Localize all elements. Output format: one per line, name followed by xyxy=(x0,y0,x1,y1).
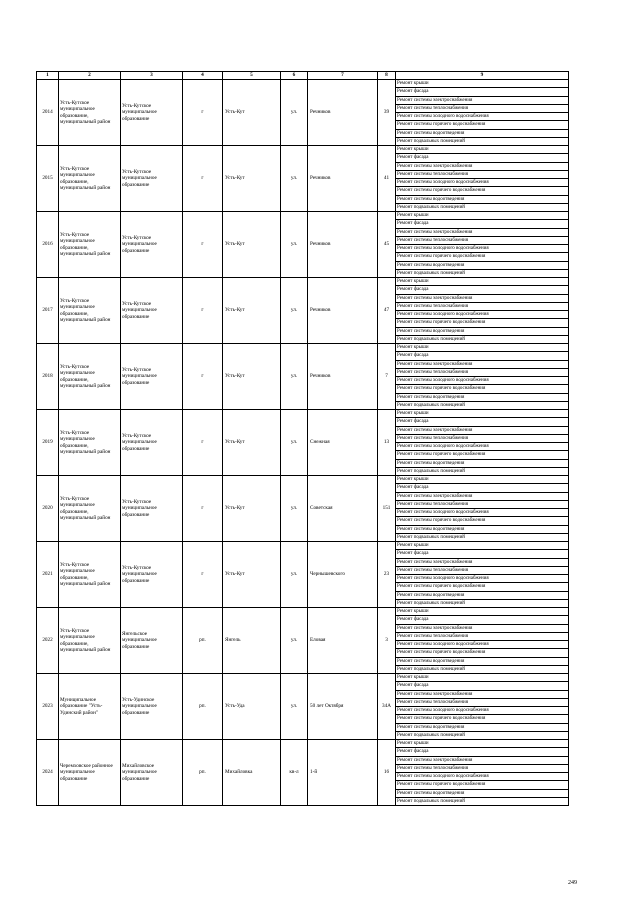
locality-name-cell: Янгель xyxy=(223,608,281,674)
work-item: Ремонт системы горячего водоснабжения xyxy=(396,451,568,459)
municipality-cell: Усть-Кутское муниципальное образование, муниципальный район xyxy=(59,476,121,542)
locality-name-cell: Михайловка xyxy=(223,740,281,806)
street-type-cell: ул. xyxy=(281,410,308,476)
work-item: Ремонт крыши xyxy=(396,542,568,550)
work-item: Ремонт системы горячего водоснабжения xyxy=(396,385,568,393)
street-name-cell: Речников xyxy=(308,212,378,278)
work-item: Ремонт системы теплоснабжения xyxy=(396,369,568,377)
work-item: Ремонт системы холодного водоснабжения xyxy=(396,443,568,451)
street-name-cell: Еловая xyxy=(308,608,378,674)
work-item: Ремонт фасада xyxy=(396,550,568,558)
work-item: Ремонт крыши xyxy=(396,80,568,88)
municipality-cell: Черемховское районное муниципальное образование xyxy=(59,740,121,806)
work-item: Ремонт системы холодного водоснабжения xyxy=(396,179,568,187)
house-number-cell: 47 xyxy=(378,278,396,344)
table-row xyxy=(37,278,569,344)
work-item: Ремонт крыши xyxy=(396,344,568,352)
work-item: Ремонт фасада xyxy=(396,682,568,690)
locality-type-cell: г xyxy=(183,278,223,344)
municipality-cell: Усть-Кутское муниципальное образование, муниципальный район xyxy=(59,410,121,476)
house-number-cell: 16 xyxy=(378,740,396,806)
work-item: Ремонт системы горячего водоснабжения xyxy=(396,781,568,789)
work-item: Ремонт системы теплоснабжения xyxy=(396,105,568,113)
work-item: Ремонт системы водоотведения xyxy=(396,328,568,336)
work-item: Ремонт системы горячего водоснабжения xyxy=(396,319,568,327)
header-cell: 3 xyxy=(121,72,183,80)
settlement-cell: Усть-Кутское муниципальное образование xyxy=(121,80,183,146)
work-item: Ремонт фасада xyxy=(396,748,568,756)
works-cell xyxy=(396,740,569,806)
work-item: Ремонт системы холодного водоснабжения xyxy=(396,311,568,319)
locality-name-cell: Усть-Кут xyxy=(223,344,281,410)
work-item: Ремонт системы холодного водоснабжения xyxy=(396,641,568,649)
work-item: Ремонт подвальных помещений xyxy=(397,402,465,408)
street-name-cell: Снежная xyxy=(308,410,378,476)
header-cell: 8 xyxy=(378,72,396,80)
work-item: Ремонт системы теплоснабжения xyxy=(396,633,568,641)
work-item: Ремонт системы электроснабжения xyxy=(396,493,568,501)
settlement-cell: Усть-Кутское муниципальное образование xyxy=(121,212,183,278)
street-type-cell: ул. xyxy=(281,80,308,146)
work-item: Ремонт системы холодного водоснабжения xyxy=(396,245,568,253)
locality-type-cell: г xyxy=(183,212,223,278)
work-item: Ремонт подвальных помещений xyxy=(397,732,465,738)
row-number: 2019 xyxy=(37,410,59,476)
municipality-cell: Муниципальное образование "Усть-Удинский район" xyxy=(59,674,121,740)
table-row xyxy=(37,674,569,740)
locality-name-cell: Усть-Кут xyxy=(223,80,281,146)
works-cell xyxy=(396,80,569,146)
work-item: Ремонт крыши xyxy=(396,146,568,154)
house-number-cell: 3 xyxy=(378,608,396,674)
table-row xyxy=(37,608,569,674)
municipality-cell: Усть-Кутское муниципальное образование, муниципальный район xyxy=(59,212,121,278)
work-item: Ремонт системы водоотведения xyxy=(396,526,568,534)
work-item: Ремонт системы водоотведения xyxy=(396,196,568,204)
work-item: Ремонт подвальных помещений xyxy=(397,666,465,672)
work-item: Ремонт системы холодного водоснабжения xyxy=(396,113,568,121)
work-item: Ремонт системы электроснабжения xyxy=(396,97,568,105)
works-cell xyxy=(396,674,569,740)
work-item: Ремонт системы теплоснабжения xyxy=(396,501,568,509)
street-type-cell: ул. xyxy=(281,542,308,608)
work-item: Ремонт системы горячего водоснабжения xyxy=(396,253,568,261)
work-item: Ремонт фасада xyxy=(396,616,568,624)
work-item: Ремонт системы теплоснабжения xyxy=(396,435,568,443)
work-item: Ремонт фасада xyxy=(396,352,568,360)
street-type-cell: ул. xyxy=(281,278,308,344)
locality-name-cell: Усть-Кут xyxy=(223,410,281,476)
row-number: 2016 xyxy=(37,212,59,278)
table-row xyxy=(37,740,569,806)
work-item: Ремонт системы горячего водоснабжения xyxy=(396,649,568,657)
table-header xyxy=(37,72,569,80)
municipality-cell: Усть-Кутское муниципальное образование, муниципальный район xyxy=(59,542,121,608)
work-item: Ремонт системы водоотведения xyxy=(396,460,568,468)
work-item: Ремонт системы горячего водоснабжения xyxy=(396,583,568,591)
header-cell: 6 xyxy=(281,72,308,80)
house-number-cell: 151 xyxy=(378,476,396,542)
row-number: 2015 xyxy=(37,146,59,212)
house-number-cell: 13 xyxy=(378,410,396,476)
header-cell: 5 xyxy=(223,72,281,80)
work-item: Ремонт подвальных помещений xyxy=(397,336,465,342)
work-item: Ремонт крыши xyxy=(396,608,568,616)
work-item: Ремонт системы горячего водоснабжения xyxy=(396,187,568,195)
work-item: Ремонт фасада xyxy=(396,154,568,162)
street-name-cell: Речников xyxy=(308,278,378,344)
house-number-cell: 34А xyxy=(378,674,396,740)
work-item: Ремонт крыши xyxy=(396,212,568,220)
work-item: Ремонт системы теплоснабжения xyxy=(396,567,568,575)
street-type-cell: ул. xyxy=(281,608,308,674)
settlement-cell: Усть-Кутское муниципальное образование xyxy=(121,344,183,410)
street-type-cell: ул. xyxy=(281,146,308,212)
works-cell xyxy=(396,212,569,278)
street-type-cell: ул. xyxy=(281,476,308,542)
row-number: 2014 xyxy=(37,80,59,146)
table-row xyxy=(37,542,569,608)
locality-type-cell: г xyxy=(183,344,223,410)
row-number: 2017 xyxy=(37,278,59,344)
works-cell xyxy=(396,542,569,608)
work-item: Ремонт системы водоотведения xyxy=(396,724,568,732)
work-item: Ремонт системы теплоснабжения xyxy=(396,699,568,707)
work-item: Ремонт системы водоотведения xyxy=(396,790,568,798)
settlement-cell: Янгельское муниципальное образование xyxy=(121,608,183,674)
municipality-cell: Усть-Кутское муниципальное образование, муниципальный район xyxy=(59,80,121,146)
locality-name-cell: Усть-Кут xyxy=(223,542,281,608)
work-item: Ремонт системы электроснабжения xyxy=(396,229,568,237)
locality-name-cell: Усть-Кут xyxy=(223,278,281,344)
locality-name-cell: Усть-Уда xyxy=(223,674,281,740)
work-item: Ремонт фасада xyxy=(396,88,568,96)
header-cell: 2 xyxy=(59,72,121,80)
work-item: Ремонт крыши xyxy=(396,410,568,418)
work-item: Ремонт системы электроснабжения xyxy=(396,163,568,171)
locality-name-cell: Усть-Кут xyxy=(223,476,281,542)
street-type-cell: ул. xyxy=(281,344,308,410)
work-item: Ремонт системы водоотведения xyxy=(396,130,568,138)
work-item: Ремонт системы водоотведения xyxy=(396,394,568,402)
work-item: Ремонт системы электроснабжения xyxy=(396,427,568,435)
work-item: Ремонт системы теплоснабжения xyxy=(396,171,568,179)
work-item: Ремонт подвальных помещений xyxy=(397,468,465,474)
work-item: Ремонт подвальных помещений xyxy=(397,138,465,144)
work-item: Ремонт подвальных помещений xyxy=(397,534,465,540)
header-cell: 4 xyxy=(183,72,223,80)
work-item: Ремонт системы водоотведения xyxy=(396,262,568,270)
work-item: Ремонт системы электроснабжения xyxy=(396,361,568,369)
locality-type-cell: г xyxy=(183,146,223,212)
work-item: Ремонт системы холодного водоснабжения xyxy=(396,707,568,715)
street-name-cell: Речников xyxy=(308,80,378,146)
house-number-cell: 45 xyxy=(378,212,396,278)
municipality-cell: Усть-Кутское муниципальное образование, муниципальный район xyxy=(59,146,121,212)
work-item: Ремонт системы холодного водоснабжения xyxy=(396,575,568,583)
work-item: Ремонт фасада xyxy=(396,286,568,294)
table-row xyxy=(37,212,569,278)
settlement-cell: Усть-Кутское муниципальное образование xyxy=(121,146,183,212)
work-item: Ремонт системы электроснабжения xyxy=(396,691,568,699)
municipality-cell: Усть-Кутское муниципальное образование, муниципальный район xyxy=(59,608,121,674)
house-number-cell: 23 xyxy=(378,542,396,608)
locality-type-cell: рп. xyxy=(183,608,223,674)
work-item: Ремонт подвальных помещений xyxy=(397,270,465,276)
table-row xyxy=(37,80,569,146)
work-item: Ремонт системы горячего водоснабжения xyxy=(396,121,568,129)
work-item: Ремонт системы холодного водоснабжения xyxy=(396,509,568,517)
works-cell xyxy=(396,410,569,476)
municipality-cell: Усть-Кутское муниципальное образование, муниципальный район xyxy=(59,278,121,344)
work-item: Ремонт подвальных помещений xyxy=(397,600,465,606)
settlement-cell: Усть-Кутское муниципальное образование xyxy=(121,542,183,608)
row-number: 2018 xyxy=(37,344,59,410)
municipality-cell: Усть-Кутское муниципальное образование, муниципальный район xyxy=(59,344,121,410)
work-item: Ремонт фасада xyxy=(396,220,568,228)
table-body xyxy=(37,80,569,806)
row-number: 2024 xyxy=(37,740,59,806)
street-name-cell: Речников xyxy=(308,146,378,212)
house-number-cell: 39 xyxy=(378,80,396,146)
work-item: Ремонт системы электроснабжения xyxy=(396,295,568,303)
work-item: Ремонт системы холодного водоснабжения xyxy=(396,773,568,781)
locality-type-cell: рп. xyxy=(183,674,223,740)
locality-type-cell: г xyxy=(183,410,223,476)
street-name-cell: 50 лет Октября xyxy=(308,674,378,740)
table-row xyxy=(37,344,569,410)
work-item: Ремонт системы горячего водоснабжения xyxy=(396,517,568,525)
work-item: Ремонт фасада xyxy=(396,418,568,426)
work-item: Ремонт системы водоотведения xyxy=(396,592,568,600)
header-row xyxy=(37,72,569,80)
street-name-cell: Советская xyxy=(308,476,378,542)
work-item: Ремонт системы электроснабжения xyxy=(396,559,568,567)
house-number-cell: 7 xyxy=(378,344,396,410)
work-item: Ремонт системы водоотведения xyxy=(396,658,568,666)
table-row xyxy=(37,410,569,476)
work-item: Ремонт системы теплоснабжения xyxy=(396,303,568,311)
table-row xyxy=(37,146,569,212)
works-cell xyxy=(396,476,569,542)
street-name-cell: 1-й xyxy=(308,740,378,806)
work-item: Ремонт фасада xyxy=(396,484,568,492)
settlement-cell: Усть-Кутское муниципальное образование xyxy=(121,476,183,542)
row-number: 2020 xyxy=(37,476,59,542)
work-item: Ремонт подвальных помещений xyxy=(397,204,465,210)
locality-type-cell: г xyxy=(183,80,223,146)
work-item: Ремонт крыши xyxy=(396,674,568,682)
row-number: 2023 xyxy=(37,674,59,740)
works-cell xyxy=(396,344,569,410)
work-item: Ремонт системы теплоснабжения xyxy=(396,765,568,773)
street-name-cell: Чернышевского xyxy=(308,542,378,608)
house-number-cell: 41 xyxy=(378,146,396,212)
settlement-cell: Усть-Кутское муниципальное образование xyxy=(121,278,183,344)
row-number: 2021 xyxy=(37,542,59,608)
works-cell xyxy=(396,608,569,674)
locality-type-cell: г xyxy=(183,542,223,608)
work-item: Ремонт системы электроснабжения xyxy=(396,757,568,765)
row-number: 2022 xyxy=(37,608,59,674)
settlement-cell: Усть-Удинское муниципальное образование xyxy=(121,674,183,740)
work-item: Ремонт крыши xyxy=(396,278,568,286)
register-table xyxy=(36,71,569,806)
settlement-cell: Усть-Кутское муниципальное образование xyxy=(121,410,183,476)
work-item: Ремонт подвальных помещений xyxy=(397,798,465,804)
work-item: Ремонт системы холодного водоснабжения xyxy=(396,377,568,385)
locality-type-cell: рп. xyxy=(183,740,223,806)
work-item: Ремонт крыши xyxy=(396,740,568,748)
locality-name-cell: Усть-Кут xyxy=(223,146,281,212)
work-item: Ремонт крыши xyxy=(396,476,568,484)
table-row xyxy=(37,476,569,542)
settlement-cell: Михайловское муниципальное образование xyxy=(121,740,183,806)
work-item: Ремонт системы электроснабжения xyxy=(396,625,568,633)
work-item: Ремонт системы горячего водоснабжения xyxy=(396,715,568,723)
street-type-cell: ул. xyxy=(281,674,308,740)
street-name-cell: Речников xyxy=(308,344,378,410)
works-cell xyxy=(396,278,569,344)
street-type-cell: ул. xyxy=(281,212,308,278)
locality-name-cell: Усть-Кут xyxy=(223,212,281,278)
work-item: Ремонт системы теплоснабжения xyxy=(396,237,568,245)
page-number: 249 xyxy=(568,880,577,886)
street-type-cell: кв-л xyxy=(281,740,308,806)
works-cell xyxy=(396,146,569,212)
locality-type-cell: г xyxy=(183,476,223,542)
header-cell: 1 xyxy=(37,72,59,80)
header-cell: 9 xyxy=(396,72,569,80)
header-cell: 7 xyxy=(308,72,378,80)
